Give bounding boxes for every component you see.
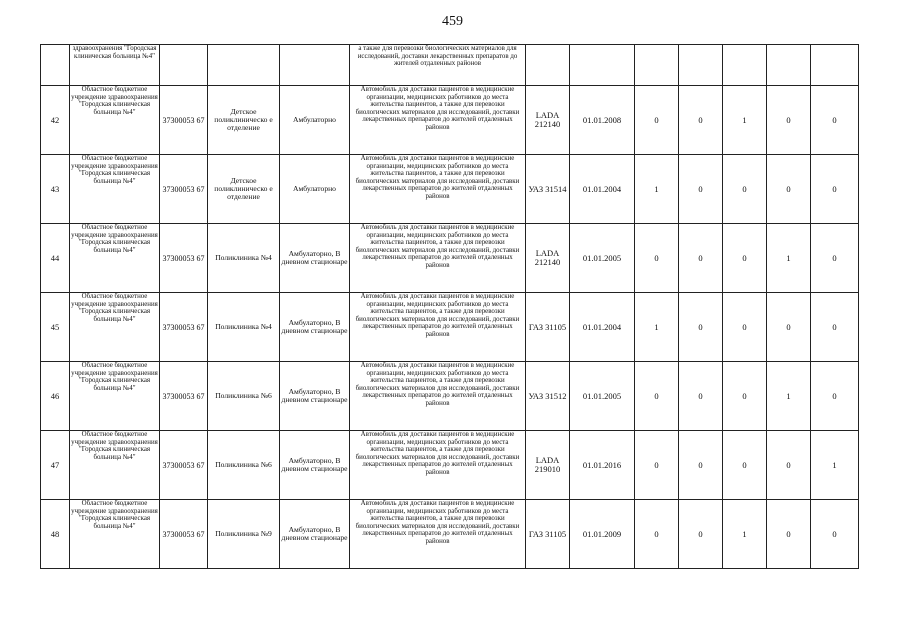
vehicle-model-cell: УАЗ 31512 <box>526 362 570 431</box>
flag-cell-3: 0 <box>723 224 767 293</box>
table-row <box>41 293 859 362</box>
care-conditions-cell: Амбулаторно, В дневном стационаре <box>280 362 350 431</box>
vehicle-purpose-cell: а также для перевозки биологических материалов для исследований, доставки лекарственных препаратов до жителей отдаленных районов <box>350 45 526 86</box>
care-conditions-cell: Амбулаторно, В дневном стационаре <box>280 431 350 500</box>
vehicle-model-cell: ГАЗ 31105 <box>526 500 570 569</box>
flag-cell-5: 0 <box>811 155 859 224</box>
row-number: 45 <box>41 293 70 362</box>
acquisition-date-cell <box>570 45 635 86</box>
organization-cell: Областное бюджетное учреждение здравоохранения "Городская клиническая больница №4" <box>70 155 160 224</box>
org-code-cell: 37300053 67 <box>160 224 208 293</box>
org-code-cell: 37300053 67 <box>160 155 208 224</box>
vehicle-purpose-cell: Автомобиль для доставки пациентов в медицинские организации, медицинских работников до места жительства пациентов, а также для перевозки биологических материалов для исследований, доставки лекарственных препаратов до жителей отдаленных районов <box>350 155 526 224</box>
flag-cell-3: 0 <box>723 431 767 500</box>
flag-cell-2: 0 <box>679 362 723 431</box>
flag-cell-1: 1 <box>635 155 679 224</box>
acquisition-date-cell: 01.01.2004 <box>570 155 635 224</box>
organization-cell: Областное бюджетное учреждение здравоохранения "Городская клиническая больница №4" <box>70 500 160 569</box>
page-number: 459 <box>442 14 463 29</box>
vehicle-table <box>40 44 859 569</box>
flag-cell-5: 0 <box>811 500 859 569</box>
table-row <box>41 500 859 569</box>
care-conditions-cell: Амбулаторно, В дневном стационаре <box>280 500 350 569</box>
organization-cell: Областное бюджетное учреждение здравоохранения "Городская клиническая больница №4" <box>70 431 160 500</box>
flag-cell-2: 0 <box>679 293 723 362</box>
vehicle-model-cell: LADA 212140 <box>526 224 570 293</box>
vehicle-purpose-cell: Автомобиль для доставки пациентов в медицинские организации, медицинских работников до места жительства пациентов, а также для перевозки биологических материалов для исследований, доставки лекарственных препаратов до жителей отдаленных районов <box>350 431 526 500</box>
table-row <box>41 224 859 293</box>
flag-cell-5: 1 <box>811 431 859 500</box>
care-conditions-cell: Амбулаторно <box>280 155 350 224</box>
flag-cell-3: 1 <box>723 500 767 569</box>
org-code-cell: 37300053 67 <box>160 293 208 362</box>
subdivision-cell: Детское поликлиническо е отделение <box>208 155 280 224</box>
organization-cell: здравоохранения "Городская клиническая больница №4" <box>70 45 160 86</box>
flag-cell-2 <box>679 45 723 86</box>
flag-cell-2: 0 <box>679 500 723 569</box>
org-code-cell: 37300053 67 <box>160 431 208 500</box>
vehicle-purpose-cell: Автомобиль для доставки пациентов в медицинские организации, медицинских работников до места жительства пациентов, а также для перевозки биологических материалов для исследований, доставки лекарственных препаратов до жителей отдаленных районов <box>350 500 526 569</box>
org-code-cell: 37300053 67 <box>160 86 208 155</box>
organization-cell: Областное бюджетное учреждение здравоохранения "Городская клиническая больница №4" <box>70 293 160 362</box>
organization-cell: Областное бюджетное учреждение здравоохранения "Городская клиническая больница №4" <box>70 86 160 155</box>
subdivision-cell <box>208 45 280 86</box>
subdivision-cell: Детское поликлиническо е отделение <box>208 86 280 155</box>
row-number: 46 <box>41 362 70 431</box>
flag-cell-1: 0 <box>635 431 679 500</box>
flag-cell-4: 0 <box>767 86 811 155</box>
table-row <box>41 155 859 224</box>
flag-cell-3: 0 <box>723 362 767 431</box>
flag-cell-4: 0 <box>767 155 811 224</box>
flag-cell-1 <box>635 45 679 86</box>
vehicle-purpose-cell: Автомобиль для доставки пациентов в медицинские организации, медицинских работников до места жительства пациентов, а также для перевозки биологических материалов для исследований, доставки лекарственных препаратов до жителей отдаленных районов <box>350 293 526 362</box>
flag-cell-3 <box>723 45 767 86</box>
flag-cell-3: 1 <box>723 86 767 155</box>
table-row <box>41 86 859 155</box>
acquisition-date-cell: 01.01.2016 <box>570 431 635 500</box>
flag-cell-5 <box>811 45 859 86</box>
org-code-cell: 37300053 67 <box>160 362 208 431</box>
flag-cell-4: 0 <box>767 293 811 362</box>
flag-cell-2: 0 <box>679 86 723 155</box>
flag-cell-4: 0 <box>767 500 811 569</box>
care-conditions-cell: Амбулаторно <box>280 86 350 155</box>
subdivision-cell: Поликлиника №6 <box>208 431 280 500</box>
flag-cell-4 <box>767 45 811 86</box>
subdivision-cell: Поликлиника №4 <box>208 293 280 362</box>
flag-cell-5: 0 <box>811 293 859 362</box>
flag-cell-3: 0 <box>723 155 767 224</box>
vehicle-model-cell: ГАЗ 31105 <box>526 293 570 362</box>
row-number: 48 <box>41 500 70 569</box>
flag-cell-2: 0 <box>679 431 723 500</box>
vehicle-model-cell: УАЗ 31514 <box>526 155 570 224</box>
table-row <box>41 45 859 86</box>
flag-cell-1: 0 <box>635 500 679 569</box>
subdivision-cell: Поликлиника №9 <box>208 500 280 569</box>
row-number: 47 <box>41 431 70 500</box>
flag-cell-5: 0 <box>811 86 859 155</box>
acquisition-date-cell: 01.01.2008 <box>570 86 635 155</box>
vehicle-purpose-cell: Автомобиль для доставки пациентов в медицинские организации, медицинских работников до места жительства пациентов, а также для перевозки биологических материалов для исследований, доставки лекарственных препаратов до жителей отдаленных районов <box>350 362 526 431</box>
organization-cell: Областное бюджетное учреждение здравоохранения "Городская клиническая больница №4" <box>70 362 160 431</box>
vehicle-model-cell <box>526 45 570 86</box>
flag-cell-4: 1 <box>767 362 811 431</box>
flag-cell-1: 0 <box>635 86 679 155</box>
org-code-cell <box>160 45 208 86</box>
row-number: 44 <box>41 224 70 293</box>
flag-cell-1: 0 <box>635 362 679 431</box>
organization-cell: Областное бюджетное учреждение здравоохранения "Городская клиническая больница №4" <box>70 224 160 293</box>
flag-cell-2: 0 <box>679 155 723 224</box>
row-number <box>41 45 70 86</box>
vehicle-purpose-cell: Автомобиль для доставки пациентов в медицинские организации, медицинских работников до места жительства пациентов, а также для перевозки биологических материалов для исследований, доставки лекарственных препаратов до жителей отдаленных районов <box>350 224 526 293</box>
care-conditions-cell <box>280 45 350 86</box>
flag-cell-4: 0 <box>767 431 811 500</box>
flag-cell-5: 0 <box>811 362 859 431</box>
org-code-cell: 37300053 67 <box>160 500 208 569</box>
care-conditions-cell: Амбулаторно, В дневном стационаре <box>280 224 350 293</box>
flag-cell-2: 0 <box>679 224 723 293</box>
acquisition-date-cell: 01.01.2005 <box>570 224 635 293</box>
acquisition-date-cell: 01.01.2004 <box>570 293 635 362</box>
flag-cell-4: 1 <box>767 224 811 293</box>
acquisition-date-cell: 01.01.2005 <box>570 362 635 431</box>
vehicle-model-cell: LADA 212140 <box>526 86 570 155</box>
flag-cell-1: 0 <box>635 224 679 293</box>
table-row <box>41 362 859 431</box>
flag-cell-1: 1 <box>635 293 679 362</box>
vehicle-model-cell: LADA 219010 <box>526 431 570 500</box>
subdivision-cell: Поликлиника №4 <box>208 224 280 293</box>
row-number: 42 <box>41 86 70 155</box>
subdivision-cell: Поликлиника №6 <box>208 362 280 431</box>
acquisition-date-cell: 01.01.2009 <box>570 500 635 569</box>
table-row <box>41 431 859 500</box>
care-conditions-cell: Амбулаторно, В дневном стационаре <box>280 293 350 362</box>
vehicle-purpose-cell: Автомобиль для доставки пациентов в медицинские организации, медицинских работников до места жительства пациентов, а также для перевозки биологических материалов для исследований, доставки лекарственных препаратов до жителей отдаленных районов <box>350 86 526 155</box>
row-number: 43 <box>41 155 70 224</box>
flag-cell-3: 0 <box>723 293 767 362</box>
flag-cell-5: 0 <box>811 224 859 293</box>
